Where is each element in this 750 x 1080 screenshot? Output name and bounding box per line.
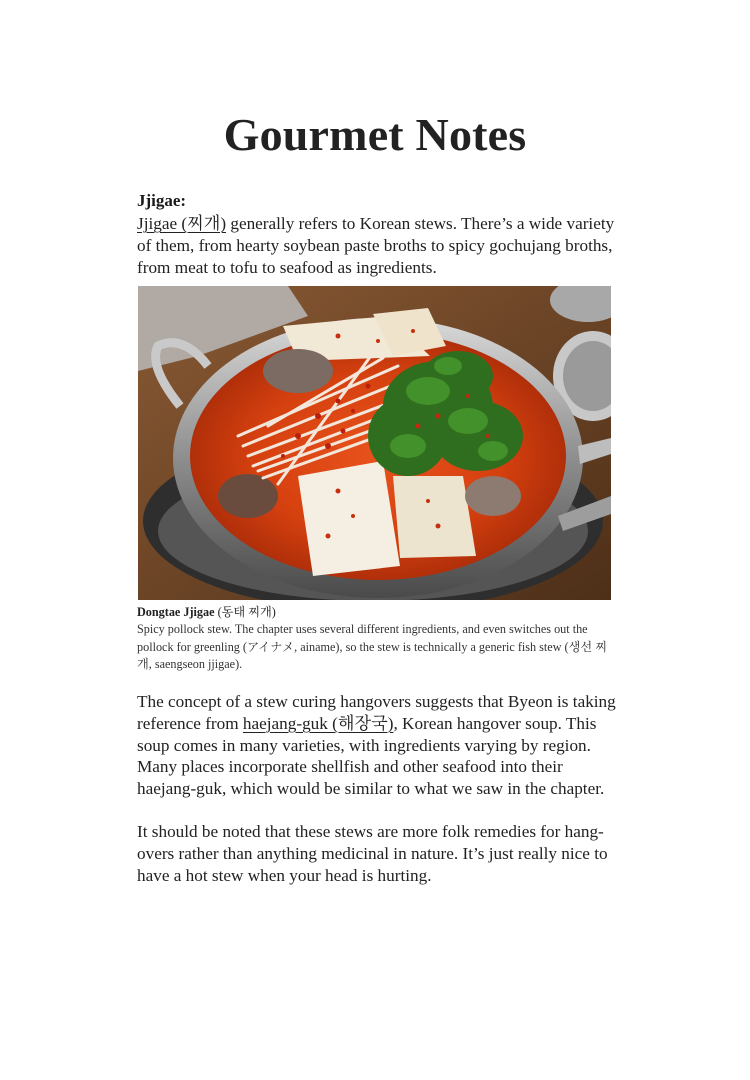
photo-caption-text: Spicy pollock stew. The chapter uses several different ingredients, and even switches out the pollock for greenling (アイナメ, ainame), so the stew is technically a generic fish stew (생선 찌개, saengseon jjigae). [137,622,607,671]
dongtae-jjigae-photo [138,286,611,600]
page-title: Gourmet Notes [223,109,527,160]
jjigae-link[interactable]: Jjigae (찌개) [137,214,227,233]
caption-title-korean: (동태 찌개) [217,605,276,619]
haejang-guk-link[interactable]: haejang-guk (해장국) [242,713,394,733]
section-heading: Jjigae: [137,191,187,210]
note-paragraph: It should be noted that these stews are more folk remedies for hang-overs rather than anything medicinal in nature. It’s just really nice to have a hot stew when your head is hurting. [137,822,608,885]
concept-text-after: , Korean hangover soup. This soup comes in many varieties, with ingredients varying by region. Many places incorporate shellfish and other seafood into their haejang-guk, which would be similar to what we saw in the chapter. [137,713,605,799]
photo-caption-title [137,603,276,620]
caption-title-text: Dongtae Jjigae [137,605,218,619]
concept-paragraph [137,691,617,800]
concept-text-before: The concept of a stew curing hangovers suggests that Byeon is taking reference from [137,692,616,733]
intro-paragraph [137,213,617,278]
intro-text: generally refers to Korean stews. There’s a wide variety of them, from hearty soybean paste broths to spicy gochujang broths, from meat to tofu to seafood as ingredients. [137,214,615,277]
